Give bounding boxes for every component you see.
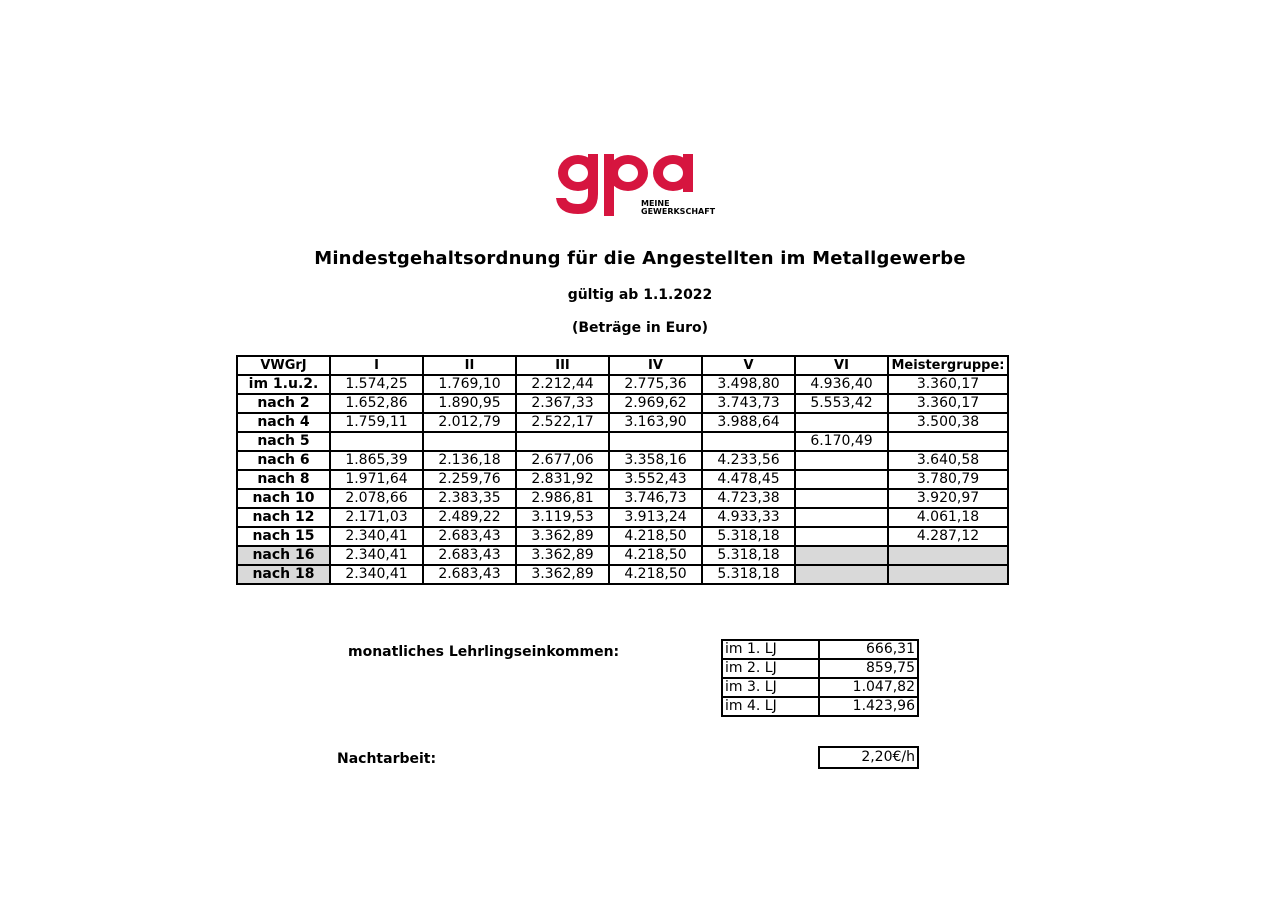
- salary-cell: 2.367,33: [516, 394, 609, 413]
- apprentice-row: [722, 697, 918, 716]
- row-label: im 1.u.2.: [237, 375, 330, 394]
- salary-cell: 2.136,18: [423, 451, 516, 470]
- row-label: nach 18: [237, 565, 330, 584]
- apprentice-year: im 4. LJ: [722, 697, 819, 716]
- salary-cell: 5.553,42: [795, 394, 888, 413]
- salary-cell: 1.759,11: [330, 413, 423, 432]
- salary-cell: 2.969,62: [609, 394, 702, 413]
- salary-cell: 2.259,76: [423, 470, 516, 489]
- table-row: [237, 546, 1008, 565]
- salary-cell: [795, 470, 888, 489]
- table-row: [237, 451, 1008, 470]
- salary-cell: 4.218,50: [609, 527, 702, 546]
- table-row: [237, 508, 1008, 527]
- column-header: III: [516, 356, 609, 375]
- table-row: [237, 527, 1008, 546]
- svg-text:GEWERKSCHAFT: GEWERKSCHAFT: [641, 207, 716, 216]
- salary-cell: 3.362,89: [516, 565, 609, 584]
- salary-cell: 2.986,81: [516, 489, 609, 508]
- night-work-label: Nachtarbeit:: [337, 751, 437, 767]
- salary-cell: 2.340,41: [330, 546, 423, 565]
- svg-text:MEINE: MEINE: [641, 199, 670, 208]
- apprentice-amount: 1.423,96: [819, 697, 918, 716]
- salary-cell: 2.078,66: [330, 489, 423, 508]
- salary-cell: [516, 432, 609, 451]
- row-label: nach 5: [237, 432, 330, 451]
- table-row: [237, 565, 1008, 584]
- validity-date: gültig ab 1.1.2022: [567, 287, 713, 303]
- column-header: VI: [795, 356, 888, 375]
- salary-cell: [795, 527, 888, 546]
- column-header: II: [423, 356, 516, 375]
- salary-cell: [888, 565, 1008, 584]
- column-header: VWGrJ: [237, 356, 330, 375]
- salary-cell: 3.360,17: [888, 394, 1008, 413]
- apprentice-year: im 2. LJ: [722, 659, 819, 678]
- salary-cell: 3.780,79: [888, 470, 1008, 489]
- salary-cell: 5.318,18: [702, 527, 795, 546]
- salary-cell: [609, 432, 702, 451]
- salary-cell: 2.683,43: [423, 527, 516, 546]
- salary-cell: 3.743,73: [702, 394, 795, 413]
- row-label: nach 10: [237, 489, 330, 508]
- salary-cell: 3.360,17: [888, 375, 1008, 394]
- salary-cell: 2.383,35: [423, 489, 516, 508]
- apprentice-year: im 1. LJ: [722, 640, 819, 659]
- apprentice-income-table: [721, 639, 919, 717]
- salary-cell: [795, 489, 888, 508]
- salary-cell: [702, 432, 795, 451]
- salary-cell: [795, 451, 888, 470]
- salary-cell: [795, 546, 888, 565]
- salary-table: [236, 355, 1009, 585]
- salary-cell: 4.933,33: [702, 508, 795, 527]
- salary-cell: 3.362,89: [516, 546, 609, 565]
- salary-cell: 2.831,92: [516, 470, 609, 489]
- salary-cell: 3.920,97: [888, 489, 1008, 508]
- salary-cell: 1.769,10: [423, 375, 516, 394]
- salary-cell: 3.358,16: [609, 451, 702, 470]
- column-header: V: [702, 356, 795, 375]
- gpa-logo-graphic: [553, 150, 743, 218]
- table-row: [237, 432, 1008, 451]
- row-label: nach 6: [237, 451, 330, 470]
- salary-cell: 2.775,36: [609, 375, 702, 394]
- salary-cell: 3.913,24: [609, 508, 702, 527]
- row-label: nach 4: [237, 413, 330, 432]
- apprentice-amount: 1.047,82: [819, 678, 918, 697]
- salary-cell: 2.683,43: [423, 546, 516, 565]
- salary-cell: 5.318,18: [702, 565, 795, 584]
- salary-cell: [423, 432, 516, 451]
- apprentice-amount: 859,75: [819, 659, 918, 678]
- document-title: Mindestgehaltsordnung für die Angestellten im Metallgewerbe: [314, 248, 966, 269]
- table-row: [237, 489, 1008, 508]
- salary-cell: 4.936,40: [795, 375, 888, 394]
- table-row: [237, 413, 1008, 432]
- salary-cell: 2.489,22: [423, 508, 516, 527]
- salary-cell: 3.552,43: [609, 470, 702, 489]
- salary-cell: 3.163,90: [609, 413, 702, 432]
- salary-cell: 4.287,12: [888, 527, 1008, 546]
- column-header: I: [330, 356, 423, 375]
- table-header-row: [237, 356, 1008, 375]
- salary-cell: 2.171,03: [330, 508, 423, 527]
- currency-note: (Beträge in Euro): [571, 320, 709, 336]
- salary-cell: 3.362,89: [516, 527, 609, 546]
- salary-cell: 4.478,45: [702, 470, 795, 489]
- salary-cell: [888, 546, 1008, 565]
- salary-cell: 1.574,25: [330, 375, 423, 394]
- salary-cell: 3.500,38: [888, 413, 1008, 432]
- salary-cell: 4.723,38: [702, 489, 795, 508]
- salary-cell: 2.212,44: [516, 375, 609, 394]
- row-label: nach 8: [237, 470, 330, 489]
- table-row: [237, 470, 1008, 489]
- salary-cell: 4.218,50: [609, 565, 702, 584]
- salary-cell: [330, 432, 423, 451]
- row-label: nach 2: [237, 394, 330, 413]
- apprentice-year: im 3. LJ: [722, 678, 819, 697]
- salary-cell: 4.218,50: [609, 546, 702, 565]
- salary-cell: 2.677,06: [516, 451, 609, 470]
- night-work-value: 2,20€/h: [818, 746, 919, 769]
- salary-cell: 2.683,43: [423, 565, 516, 584]
- apprentice-amount: 666,31: [819, 640, 918, 659]
- salary-cell: 2.522,17: [516, 413, 609, 432]
- salary-cell: [795, 413, 888, 432]
- salary-cell: 3.640,58: [888, 451, 1008, 470]
- row-label: nach 12: [237, 508, 330, 527]
- salary-cell: 1.865,39: [330, 451, 423, 470]
- salary-cell: 2.340,41: [330, 527, 423, 546]
- salary-cell: 4.061,18: [888, 508, 1008, 527]
- salary-cell: [795, 508, 888, 527]
- apprentice-row: [722, 659, 918, 678]
- apprentice-row: [722, 640, 918, 659]
- salary-cell: 3.988,64: [702, 413, 795, 432]
- column-header: Meistergruppe:: [888, 356, 1008, 375]
- table-row: [237, 394, 1008, 413]
- row-label: nach 16: [237, 546, 330, 565]
- table-row: [237, 375, 1008, 394]
- salary-cell: 1.890,95: [423, 394, 516, 413]
- salary-cell: 6.170,49: [795, 432, 888, 451]
- gpa-logo: [553, 150, 743, 218]
- column-header: IV: [609, 356, 702, 375]
- salary-cell: 3.746,73: [609, 489, 702, 508]
- salary-cell: 2.012,79: [423, 413, 516, 432]
- salary-cell: [795, 565, 888, 584]
- salary-cell: 5.318,18: [702, 546, 795, 565]
- salary-cell: 1.652,86: [330, 394, 423, 413]
- salary-cell: [888, 432, 1008, 451]
- salary-cell: 4.233,56: [702, 451, 795, 470]
- salary-cell: 3.119,53: [516, 508, 609, 527]
- salary-cell: 3.498,80: [702, 375, 795, 394]
- apprentice-row: [722, 678, 918, 697]
- salary-cell: 1.971,64: [330, 470, 423, 489]
- row-label: nach 15: [237, 527, 330, 546]
- apprentice-income-label: monatliches Lehrlingseinkommen:: [348, 644, 620, 660]
- salary-cell: 2.340,41: [330, 565, 423, 584]
